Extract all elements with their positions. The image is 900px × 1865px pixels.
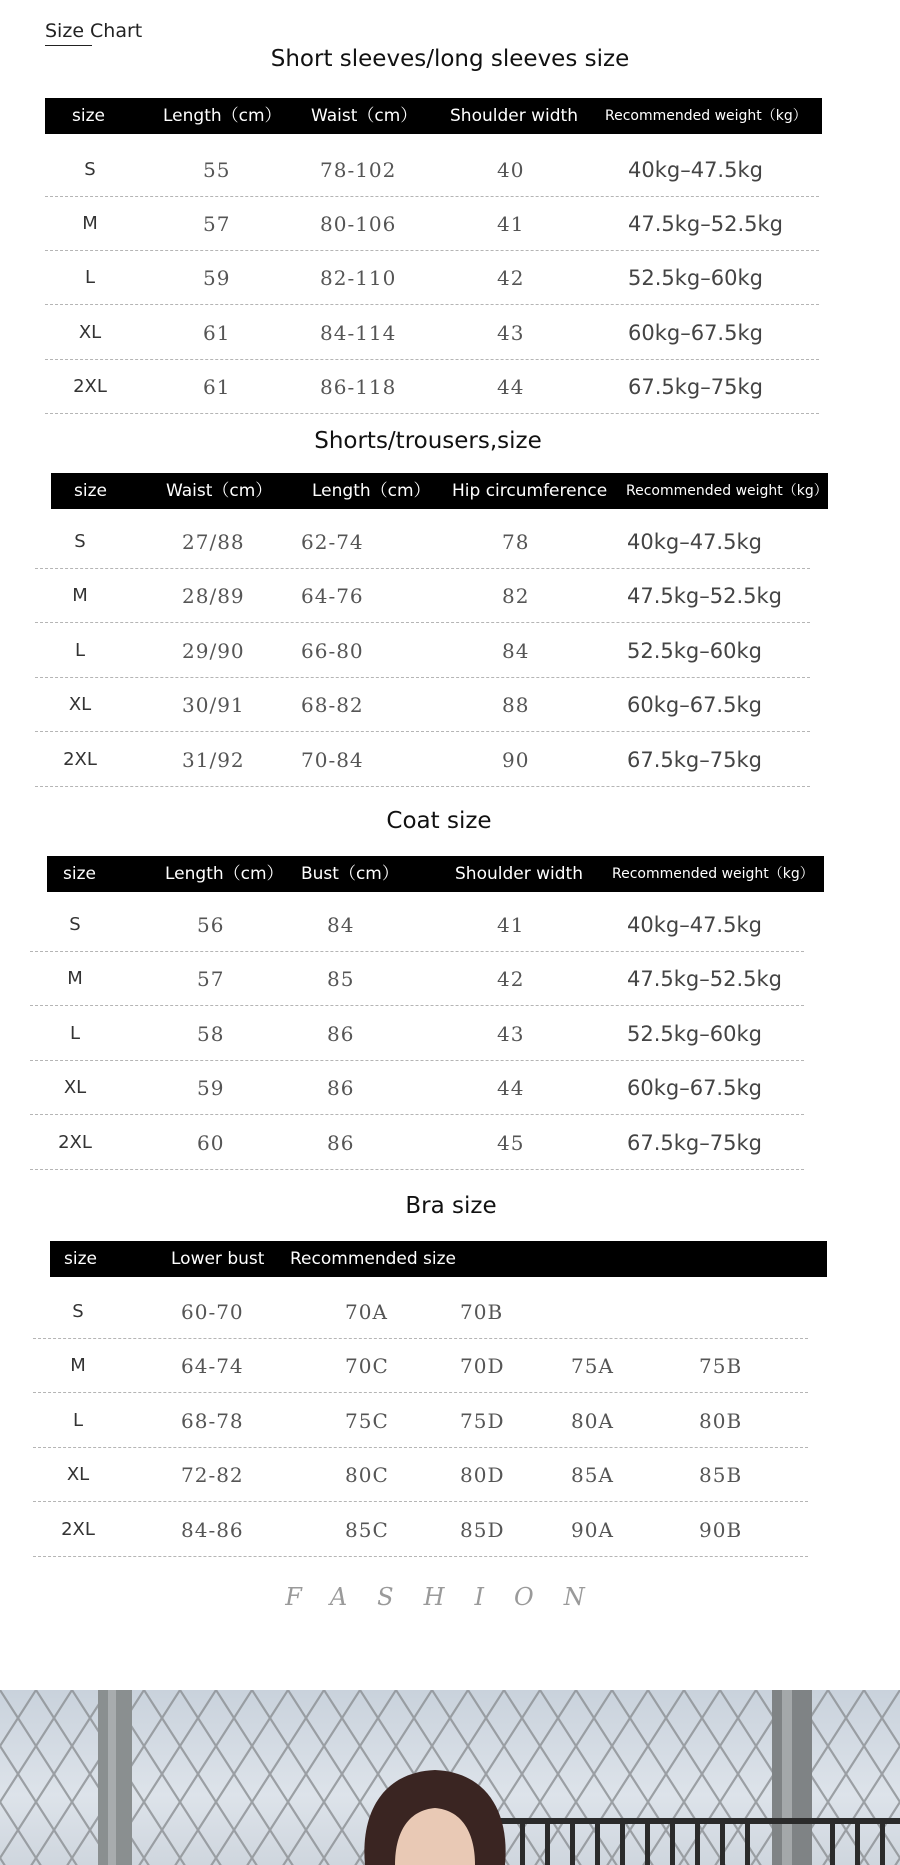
table-cell: 40 [497, 158, 525, 182]
table-cell: 43 [497, 1021, 525, 1046]
table-row [0, 197, 900, 251]
size-cell: S [84, 159, 96, 180]
table-cell: 44 [497, 374, 525, 399]
table-cell: 75D [460, 1408, 505, 1433]
size-cell: M [70, 1355, 86, 1377]
table-row [0, 251, 900, 305]
section-title-bra: Bra size [405, 1193, 497, 1219]
header-cell: Recommended size [290, 1249, 457, 1269]
row-divider [35, 786, 810, 787]
table-row [0, 952, 900, 1006]
header-cell: size [63, 864, 96, 884]
table-row [0, 1007, 900, 1061]
size-cell: XL [68, 694, 92, 716]
table-row [0, 143, 900, 197]
table-row [0, 898, 900, 952]
table-cell: 67.5kg–75kg [627, 1130, 762, 1155]
table-row [0, 1503, 900, 1557]
table-cell: 62-74 [301, 530, 364, 554]
table-cell: 45 [497, 1130, 525, 1155]
table-cell: 56 [197, 913, 225, 937]
table-cell: 61 [203, 320, 231, 345]
table-cell: 82 [502, 584, 530, 609]
table-cell: 47.5kg–52.5kg [627, 584, 782, 609]
size-cell: M [67, 968, 83, 990]
table-cell: 75A [571, 1354, 614, 1379]
table-cell: 60kg–67.5kg [628, 320, 763, 345]
size-cell: S [72, 1301, 84, 1322]
table-cell: 78-102 [320, 158, 397, 182]
table-cell: 70D [460, 1354, 505, 1379]
size-cell: XL [63, 1077, 87, 1099]
header-cell: Recommended weight（kg） [605, 108, 807, 124]
size-cell: 2XL [61, 1518, 95, 1540]
table-cell: 52.5kg–60kg [627, 638, 762, 663]
table-header-coat [47, 856, 824, 892]
row-divider [33, 1556, 808, 1557]
table-cell: 80B [699, 1408, 743, 1433]
table-row [0, 306, 900, 360]
table-row [0, 1116, 900, 1170]
size-cell: S [74, 531, 86, 552]
table-cell: 85C [345, 1517, 389, 1542]
table-cell: 90B [699, 1517, 743, 1542]
table-cell: 70B [460, 1300, 504, 1324]
row-divider [45, 413, 819, 414]
table-cell: 60 [197, 1130, 225, 1155]
table-cell: 61 [203, 374, 231, 399]
table-row [0, 733, 900, 787]
table-cell: 60kg–67.5kg [627, 693, 762, 718]
table-cell: 80C [345, 1463, 389, 1488]
header-cell: size [72, 106, 105, 126]
table-row [0, 515, 900, 569]
header-cell: Length（cm） [312, 481, 431, 501]
table-row [0, 1061, 900, 1115]
table-cell: 86 [327, 1130, 355, 1155]
table-cell: 28/89 [182, 584, 245, 609]
table-cell: 85B [699, 1463, 743, 1488]
table-cell: 82-110 [320, 266, 397, 291]
size-cell: S [69, 914, 81, 935]
table-header-shorts [51, 473, 828, 509]
table-row [0, 1394, 900, 1448]
table-cell: 66-80 [301, 638, 364, 663]
table-cell: 31/92 [182, 747, 245, 772]
table-row [0, 1339, 900, 1393]
table-cell: 55 [203, 158, 231, 182]
table-row [0, 360, 900, 414]
model-photo-illustration [0, 1690, 900, 1865]
header-cell: Hip circumference [452, 481, 608, 501]
table-cell: 70A [345, 1300, 388, 1324]
header-cell: size [64, 1249, 97, 1269]
section-title-coat: Coat size [386, 808, 492, 834]
table-cell: 75C [345, 1408, 389, 1433]
table-row [0, 1285, 900, 1339]
table-cell: 67.5kg–75kg [627, 747, 762, 772]
table-cell: 42 [497, 266, 525, 291]
table-cell: 58 [197, 1021, 225, 1046]
table-cell: 78 [502, 530, 530, 554]
table-cell: 40kg–47.5kg [627, 913, 762, 937]
row-divider [30, 1169, 804, 1170]
fashion-decoration: FASHION [285, 1583, 615, 1611]
table-cell: 57 [197, 967, 225, 992]
table-cell: 52.5kg–60kg [628, 266, 763, 291]
table-cell: 84 [327, 913, 355, 937]
header-cell: Lower bust [171, 1249, 265, 1269]
table-cell: 67.5kg–75kg [628, 374, 763, 399]
table-row [0, 678, 900, 732]
section-title-shorts: Shorts/trousers,size [314, 428, 542, 454]
table-cell: 90A [571, 1517, 614, 1542]
table-cell: 88 [502, 693, 530, 718]
table-cell: 47.5kg–52.5kg [627, 967, 782, 992]
size-cell: 2XL [63, 748, 97, 770]
table-cell: 59 [197, 1076, 225, 1101]
header-cell: Shoulder width [450, 106, 578, 126]
table-cell: 86 [327, 1021, 355, 1046]
header-cell: Waist（cm） [311, 106, 418, 126]
size-cell: M [72, 585, 88, 607]
table-cell: 41 [497, 212, 525, 237]
table-cell: 57 [203, 212, 231, 237]
size-cell: XL [78, 321, 102, 343]
table-cell: 68-82 [301, 693, 364, 718]
table-cell: 42 [497, 967, 525, 992]
table-cell: 40kg–47.5kg [628, 158, 763, 182]
section-title-sleeves: Short sleeves/long sleeves size [270, 46, 630, 72]
table-cell: 84 [502, 638, 530, 663]
header-cell: Length（cm） [165, 864, 284, 884]
size-cell: 2XL [73, 375, 107, 397]
table-cell: 84-86 [181, 1517, 244, 1542]
table-cell: 90 [502, 747, 530, 772]
header-cell: Length（cm） [163, 106, 282, 126]
table-cell: 27/88 [182, 530, 245, 554]
table-cell: 68-78 [181, 1408, 244, 1433]
size-cell: M [82, 213, 98, 235]
table-cell: 60kg–67.5kg [627, 1076, 762, 1101]
table-cell: 85A [571, 1463, 614, 1488]
header-cell: Recommended weight（kg） [612, 866, 814, 882]
table-cell: 70-84 [301, 747, 364, 772]
table-cell: 80-106 [320, 212, 397, 237]
model-photo [0, 1690, 900, 1865]
size-cell: L [84, 267, 96, 289]
table-cell: 44 [497, 1076, 525, 1101]
table-cell: 72-82 [181, 1463, 244, 1488]
header-cell: Recommended weight（kg） [626, 483, 828, 499]
table-cell: 85D [460, 1517, 505, 1542]
table-cell: 70C [345, 1354, 389, 1379]
table-cell: 43 [497, 320, 525, 345]
size-cell: 2XL [58, 1131, 92, 1153]
table-header-bra [50, 1241, 827, 1277]
size-cell: L [74, 639, 86, 661]
table-row [0, 1448, 900, 1502]
table-cell: 60-70 [181, 1300, 244, 1324]
table-header-sleeves [45, 98, 822, 134]
table-cell: 64-74 [181, 1354, 244, 1379]
table-cell: 29/90 [182, 638, 245, 663]
table-cell: 64-76 [301, 584, 364, 609]
table-cell: 86-118 [320, 374, 397, 399]
table-cell: 41 [497, 913, 525, 937]
size-cell: XL [66, 1464, 90, 1486]
table-cell: 80D [460, 1463, 505, 1488]
table-cell: 30/91 [182, 693, 245, 718]
table-cell: 84-114 [320, 320, 397, 345]
header-cell: Waist（cm） [166, 481, 273, 501]
table-cell: 80A [571, 1408, 614, 1433]
table-cell: 59 [203, 266, 231, 291]
size-cell: L [69, 1022, 81, 1044]
table-row [0, 569, 900, 623]
header-cell: Bust（cm） [301, 864, 399, 884]
tab-size-chart[interactable]: Size Chart [45, 20, 143, 42]
table-row [0, 624, 900, 678]
table-cell: 85 [327, 967, 355, 992]
header-cell: size [74, 481, 107, 501]
table-cell: 75B [699, 1354, 743, 1379]
table-cell: 86 [327, 1076, 355, 1101]
table-cell: 40kg–47.5kg [627, 530, 762, 554]
header-cell: Shoulder width [455, 864, 583, 884]
size-cell: L [72, 1409, 84, 1431]
table-cell: 52.5kg–60kg [627, 1021, 762, 1046]
table-cell: 47.5kg–52.5kg [628, 212, 783, 237]
